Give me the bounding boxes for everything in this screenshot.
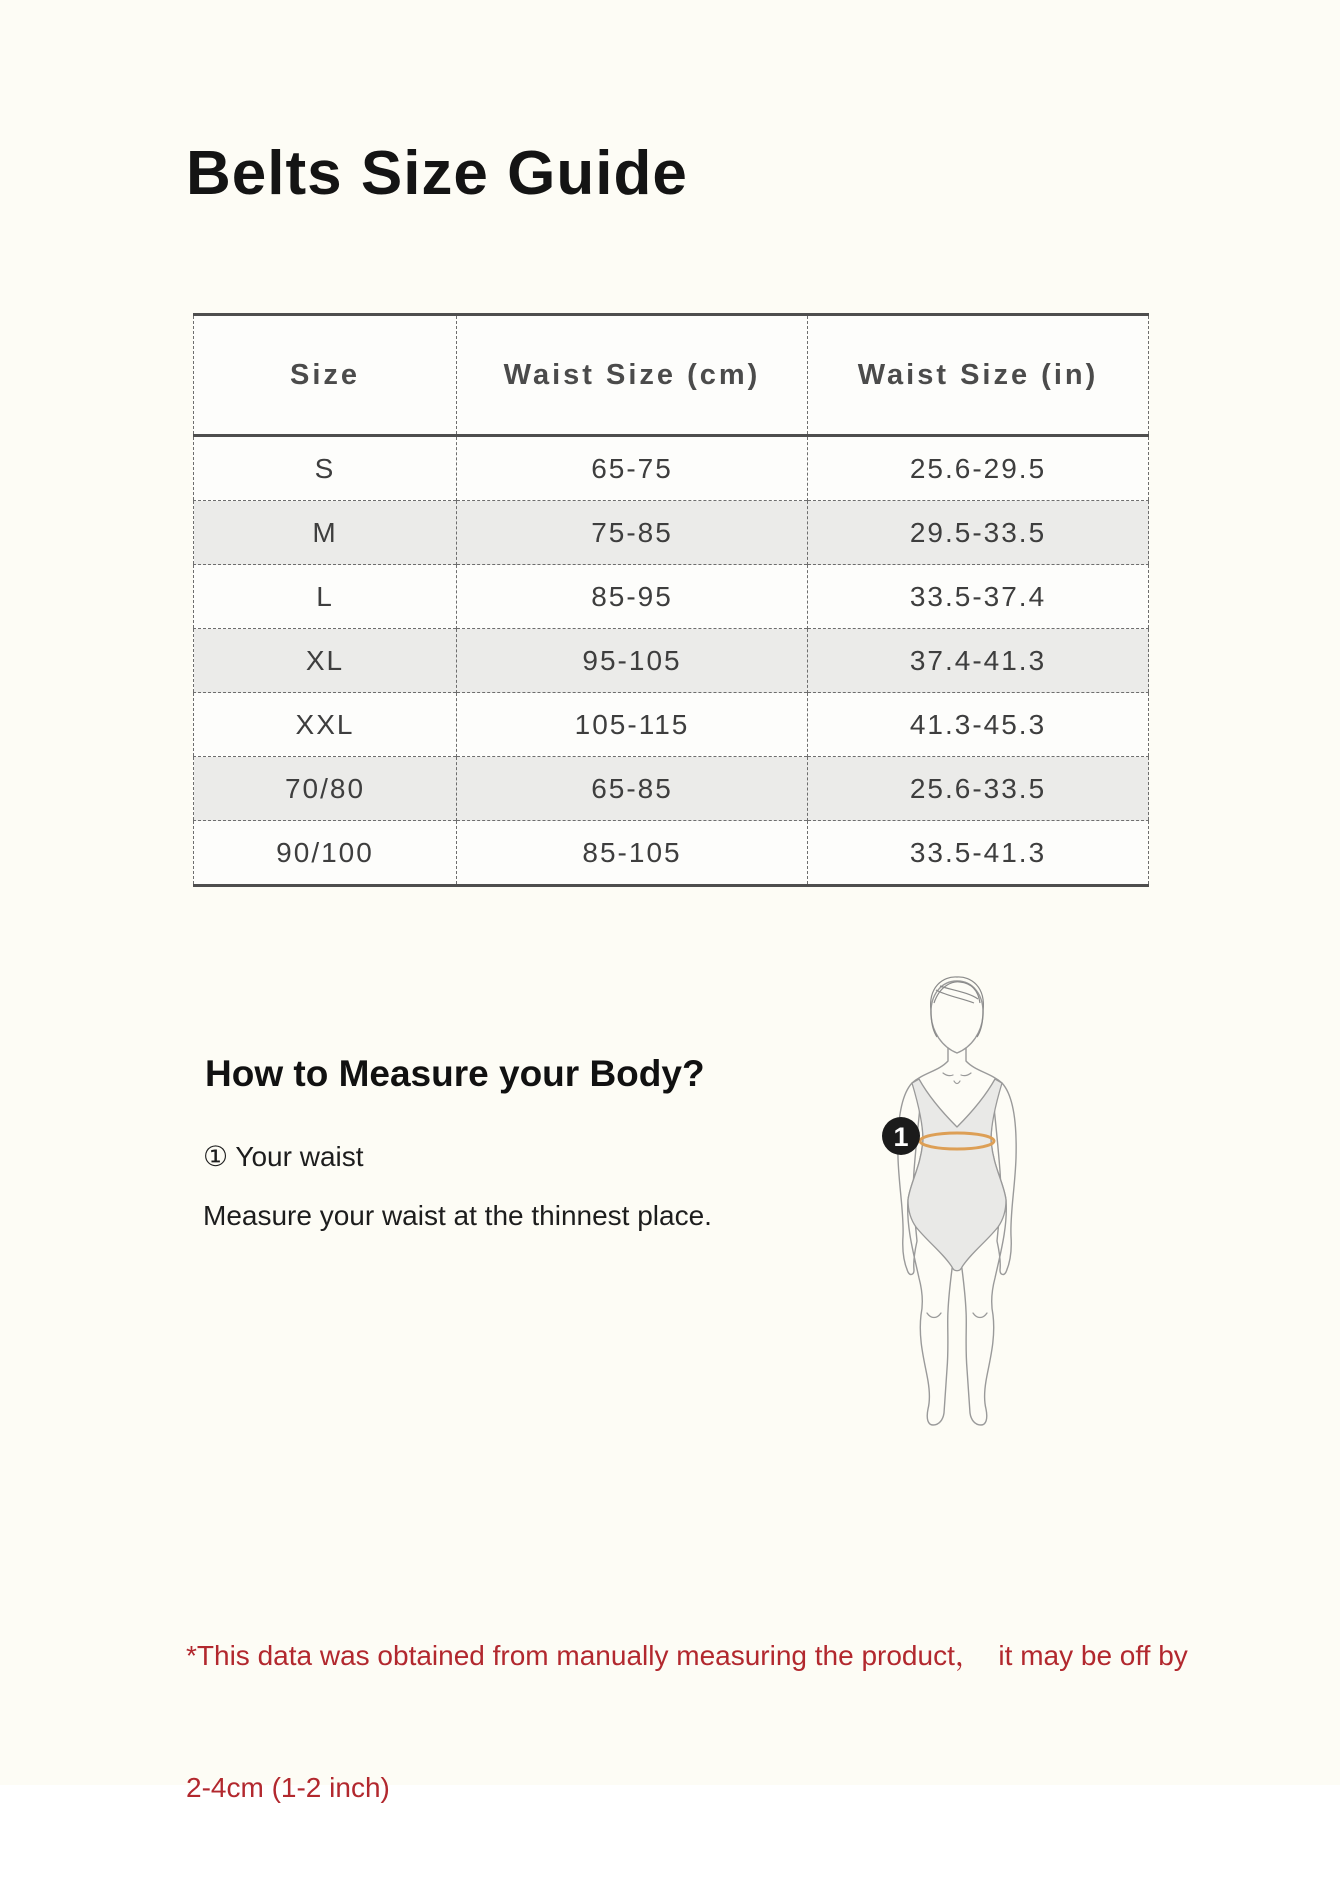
step1-label: ① Your waist <box>203 1141 364 1172</box>
waist-in-cell: 29.5-33.5 <box>808 501 1149 565</box>
waist-cm-cell: 105-115 <box>457 693 808 757</box>
badge-number: 1 <box>893 1122 909 1152</box>
size-cell: 90/100 <box>194 821 457 886</box>
body-figure-illustration <box>857 975 1057 1435</box>
column-header-size: Size <box>194 315 457 436</box>
waist-cm-cell: 95-105 <box>457 629 808 693</box>
waist-cm-cell: 85-95 <box>457 565 808 629</box>
size-cell: L <box>194 565 457 629</box>
waist-in-cell: 25.6-29.5 <box>909 452 1047 484</box>
waist-in-cell: 37.4-41.3 <box>808 629 1149 693</box>
table-row <box>194 501 1149 565</box>
waist-cm-cell: 65-85 <box>457 757 808 821</box>
table-header-row <box>194 315 1149 436</box>
step1-instruction: Measure your waist at the thinnest place. <box>203 1200 712 1231</box>
size-cell: S <box>194 436 457 501</box>
column-header-waist-in: Waist Size (in) <box>808 315 1149 436</box>
size-cell: 70/80 <box>194 757 457 821</box>
table-row <box>194 436 1149 501</box>
table-row <box>194 821 1149 886</box>
disclaimer-line-2: 2-4cm (1-2 inch) <box>186 1772 390 1803</box>
size-table <box>193 313 1149 887</box>
waist-in-cell: 25.6-33.5 <box>808 757 1149 821</box>
waist-cm-cell: 85-105 <box>457 821 808 886</box>
table-row <box>194 757 1149 821</box>
measure-section-heading: How to Measure your Body? <box>205 1052 705 1094</box>
waist-cm-cell: 65-75 <box>457 436 808 501</box>
size-cell: XL <box>194 629 457 693</box>
waist-cm-cell: 75-85 <box>457 501 808 565</box>
column-header-waist-cm: Waist Size (cm) <box>457 315 808 436</box>
size-cell: XXL <box>194 693 457 757</box>
table-row <box>194 565 1149 629</box>
page-title: Belts Size Guide <box>186 138 688 208</box>
waist-in-cell: 33.5-37.4 <box>808 565 1149 629</box>
size-cell: M <box>194 501 457 565</box>
waist-in-cell: 33.5-41.3 <box>808 821 1149 886</box>
disclaimer-note <box>186 1546 1216 1898</box>
waist-in-cell: 41.3-45.3 <box>808 693 1149 757</box>
disclaimer-line-1: *This data was obtained from manually measuring the product， it may be off by <box>186 1640 1188 1671</box>
table-row <box>194 693 1149 757</box>
body-figure-svg <box>857 975 1057 1435</box>
step1-badge <box>882 1117 920 1155</box>
table-row <box>194 629 1149 693</box>
